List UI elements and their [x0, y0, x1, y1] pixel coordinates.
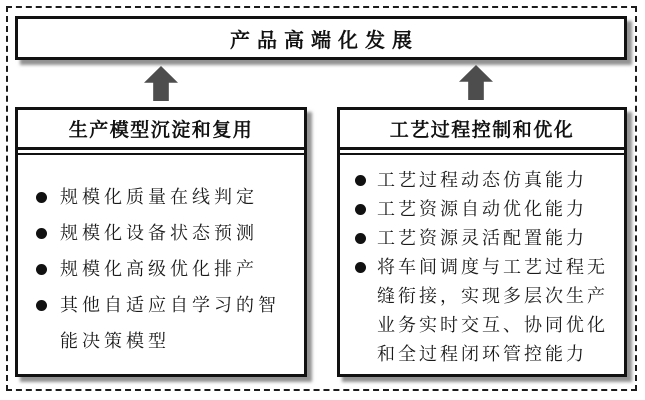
bullet-icon: [355, 233, 366, 244]
bullet-icon: [36, 228, 47, 239]
right-panel: [337, 107, 627, 377]
list-item-text: 规模化设备状态预测: [60, 223, 258, 243]
bullet-icon: [355, 204, 366, 215]
list-item-text: 工艺资源灵活配置能力: [377, 228, 587, 248]
list-item: [32, 251, 292, 287]
left-panel: [15, 107, 307, 377]
bullet-icon: [355, 262, 366, 273]
list-item: [32, 215, 292, 251]
list-item-text: 规模化高级优化排产: [60, 259, 258, 279]
bullet-icon: [36, 264, 47, 275]
right-bullet-list: [352, 166, 616, 369]
list-item-text: 规模化质量在线判定: [60, 187, 258, 207]
right-panel-title: 工艺过程控制和优化: [340, 110, 624, 150]
list-item-text: 其他自适应自学习的智能决策模型: [60, 295, 280, 351]
list-item: [32, 179, 292, 215]
right-panel-body: [340, 153, 624, 369]
list-item: [352, 253, 616, 369]
list-item-text: 工艺资源自动优化能力: [377, 199, 587, 219]
bullet-icon: [355, 175, 366, 186]
list-item-text: 工艺过程动态仿真能力: [377, 170, 587, 190]
list-item: [32, 287, 292, 359]
list-item: [352, 195, 616, 224]
top-goal-box: [15, 16, 627, 60]
bullet-icon: [36, 300, 47, 311]
left-panel-body: [18, 153, 304, 359]
top-goal-title: 产品高端化发展: [230, 29, 419, 52]
list-item: [352, 224, 616, 253]
list-item-text: 将车间调度与工艺过程无缝衔接，实现多层次生产业务实时交互、协同优化和全过程闭环管控能力: [377, 257, 608, 364]
bullet-icon: [36, 192, 47, 203]
left-panel-title: 生产模型沉淀和复用: [18, 110, 304, 150]
left-bullet-list: [32, 179, 292, 359]
list-item: [352, 166, 616, 195]
